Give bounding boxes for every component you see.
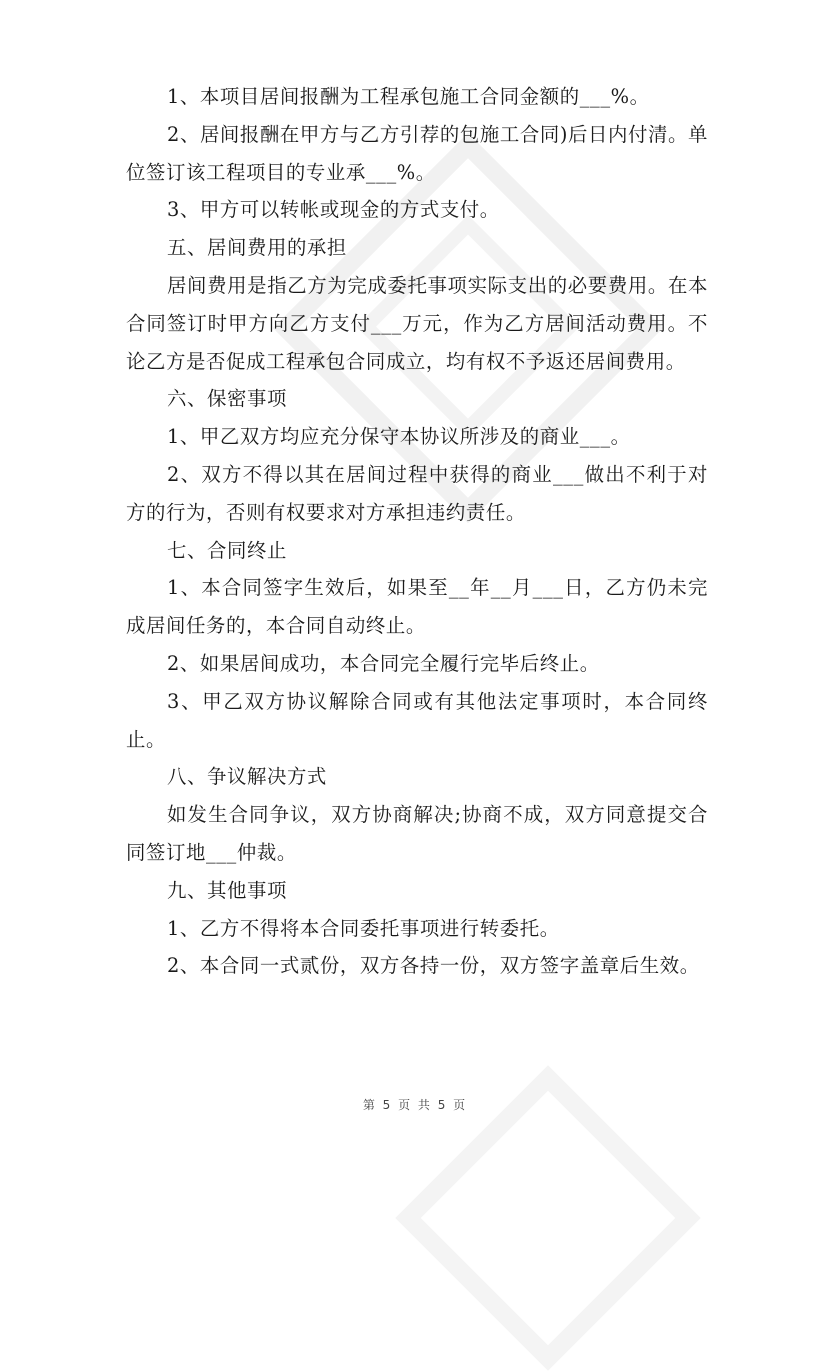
paragraph-clause-8: 如发生合同争议，双方协商解决;协商不成，双方同意提交合同签订地___仲裁。 [126, 803, 708, 864]
paragraph-clause-6-1: 1、甲乙双方均应充分保守本协议所涉及的商业___。 [167, 425, 631, 449]
paragraph-clause-6-2: 2、双方不得以其在居间过程中获得的商业___做出不利于对方的行为，否则有权要求对方承担违约责任。 [126, 462, 708, 524]
section-heading-8: 八、争议解决方式 [167, 765, 327, 789]
section-heading-9: 九、其他事项 [167, 878, 287, 902]
paragraph-clause-7-2: 2、如果居间成功，本合同完全履行完毕后终止。 [167, 651, 600, 675]
paragraph-clause-4-2: 2、居间报酬在甲方与乙方引荐的包施工合同)后日内付清。单位签订该工程项目的专业承___%。 [126, 122, 708, 184]
paragraph-clause-9-1: 1、乙方不得将本合同委托事项进行转委托。 [167, 916, 560, 940]
paragraph-clause-9-2: 2、本合同一式贰份，双方各持一份，双方签字盖章后生效。 [167, 954, 700, 978]
paragraph-clause-7-1: 1、本合同签字生效后，如果至__年__月___日，乙方仍未完成居间任务的，本合同自动终止。 [126, 576, 708, 638]
section-heading-6: 六、保密事项 [167, 387, 287, 411]
paragraph-clause-5: 居间费用是指乙方为完成委托事项实际支出的必要费用。在本合同签订时甲方向乙方支付___万元，作为乙方居间活动费用。不论乙方是否促成工程承包合同成立，均有权不予返还居间费用。 [126, 273, 708, 373]
paragraph-clause-4-1: 1、本项目居间报酬为工程承包施工合同金额的___%。 [167, 85, 650, 108]
section-heading-7: 七、合同终止 [167, 538, 287, 562]
document-body [126, 78, 708, 985]
page-number-footer: 第 5 页 共 5 页 [362, 1098, 468, 1112]
paragraph-clause-7-3: 3、甲乙双方协议解除合同或有其他法定事项时，本合同终止。 [126, 689, 708, 751]
section-heading-5: 五、居间费用的承担 [167, 236, 347, 260]
paragraph-clause-4-3: 3、甲方可以转帐或现金的方式支付。 [167, 198, 500, 222]
